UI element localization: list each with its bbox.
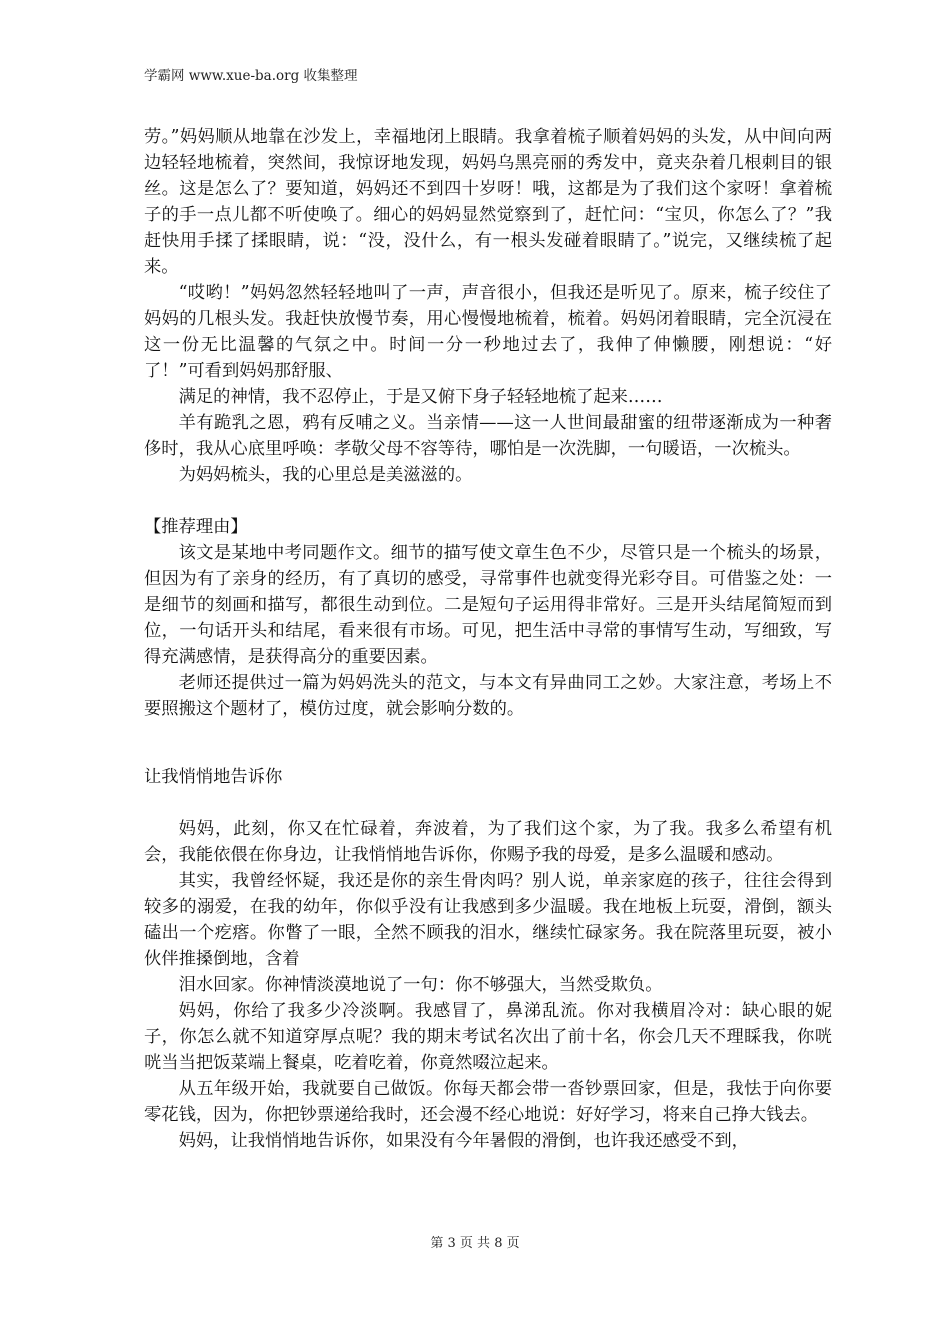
paragraph: 妈妈，你给了我多少冷淡啊。我感冒了，鼻涕乱流。你对我横眉冷对：缺心眼的妮子，你怎么就不知道穿厚点呢？我的期末考试名次出了前十名，你会几天不理睬我，你咣咣当当把饭菜端上餐桌，吃着吃着，你竟然啜泣起来。 [144,1001,832,1073]
paragraph: 妈妈，让我悄悄地告诉你，如果没有今年暑假的滑倒，也许我还感受不到， [178,1131,749,1151]
recommend-heading: 【推荐理由】 [144,517,248,537]
paragraph: 满足的神情，我不忍停止，于是又俯下身子轻轻地梳了起来…… [178,387,663,407]
paragraph: 从五年级开始，我就要自己做饭。你每天都会带一沓钞票回家，但是，我怯于向你要零花钱，因为，你把钞票递给我时，还会漫不经心地说：好好学习，将来自己挣大钱去。 [144,1079,832,1125]
paragraph: 劳。”妈妈顺从地靠在沙发上，幸福地闭上眼睛。我拿着梳子顺着妈妈的头发，从中间向两边轻轻地梳着，突然间，我惊讶地发现，妈妈乌黑亮丽的秀发中，竟夹杂着几根刺目的银丝。这是怎么了？要知道，妈妈还不到四十岁呀！哦，这都是为了我们这个家呀！拿着梳子的手一点儿都不听使唤了。细心的妈妈显然觉察到了，赶忙问：“宝贝，你怎么了？”我赶快用手揉了揉眼睛，说：“没，没什么，有一根头发碰着眼睛了。”说完，又继续梳了起来。 [144,127,832,277]
paragraph: “哎哟！”妈妈忽然轻轻地叫了一声，声音很小，但我还是听见了。原来，梳子绞住了妈妈的几根头发。我赶快放慢节奏，用心慢慢地梳着，梳着。妈妈闭着眼睛，完全沉浸在这一份无比温馨的气氛之中。时间一分一秒地过去了，我伸了伸懒腰，刚想说：“好了！”可看到妈妈那舒服、 [144,283,832,381]
paragraph: 为妈妈梳头，我的心里总是美滋滋的。 [178,465,473,485]
essay-title: 让我悄悄地告诉你 [144,767,283,787]
paragraph: 老师还提供过一篇为妈妈洗头的范文，与本文有异曲同工之妙。大家注意，考场上不要照搬这个题材了，模仿过度，就会影响分数的。 [144,673,832,719]
paragraph: 该文是某地中考同题作文。细节的描写使文章生色不少，尽管只是一个梳头的场景，但因为有了亲身的经历，有了真切的感受，寻常事件也就变得光彩夺目。可借鉴之处：一是细节的刻画和描写，都很生动到位。二是短句子运用得非常好。三是开头结尾简短而到位，一句话开头和结尾，看来很有市场。可见，把生活中寻常的事情写生动，写细致，写得充满感情，是获得高分的重要因素。 [144,543,832,667]
paragraph: 泪水回家。你神情淡漠地说了一句：你不够强大，当然受欺负。 [178,975,663,995]
document-body [144,124,832,1154]
page-header: 学霸网 www.xue-ba.org 收集整理 [144,68,358,84]
paragraph: 妈妈，此刻，你又在忙碌着，奔波着，为了我们这个家，为了我。我多么希望有机会，我能依偎在你身边，让我悄悄地告诉你，你赐予我的母爱，是多么温暖和感动。 [144,819,832,865]
page-footer: 第 3 页 共 8 页 [430,1236,520,1251]
paragraph: 其实，我曾经怀疑，我还是你的亲生骨肉吗？别人说，单亲家庭的孩子，往往会得到较多的溺爱，在我的幼年，你似乎没有让我感到多少温暖。我在地板上玩耍，滑倒，额头磕出一个疙瘩。你瞥了一眼，全然不顾我的泪水，继续忙碌家务。我在院落里玩耍，被小伙伴推搡倒地，含着 [144,871,832,969]
paragraph: 羊有跪乳之恩，鸦有反哺之义。当亲情——这一人世间最甜蜜的纽带逐渐成为一种奢侈时，我从心底里呼唤：孝敬父母不容等待，哪怕是一次洗脚，一句暖语，一次梳头。 [144,413,832,459]
